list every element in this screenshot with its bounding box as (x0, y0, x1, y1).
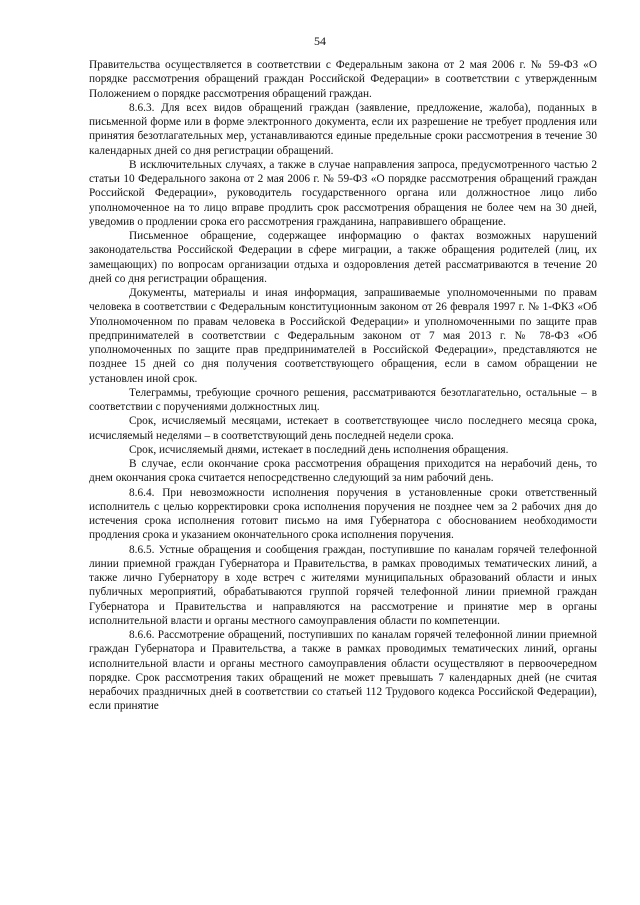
paragraph-continuation: Правительства осуществляется в соответствии с Федеральным закона от 2 мая 2006 г. № 59-ФЗ «О порядке рассмотрения обращений граждан Российской Федерации» в соответствии с утвержденным Положением о порядке рассмотрения обращений граждан. (89, 59, 597, 100)
paragraph-term-months: Срок, исчисляемый месяцами, истекает в соответствующее число последнего месяца срока, исчисляемый неделями – в соответствующий день последней недели срока. (89, 415, 597, 442)
paragraph-term-days: Срок, исчисляемый днями, истекает в последний день исполнения обращения. (129, 443, 509, 456)
document-body (89, 58, 597, 714)
paragraph-ombudsman-requests: Документы, материалы и иная информация, запрашиваемые уполномоченными по правам человека в соответствии с Федеральным конституционным законом от 26 февраля 1997 г. № 1-ФКЗ «Об Уполномоченном по правам человека в Российской Федерации» и уполномоченными по защите прав предпринимателей в соответствии с Федеральным законом от 7 мая 2013 г. № 78-ФЗ «Об уполномоченных по защите прав предпринимателей в Российской Федерации», представляются не позднее 15 дней со дня получения соответствующего обращения, если в самом обращении не установлен иной срок. (89, 287, 597, 385)
paragraph-telegrams: Телеграммы, требующие срочного решения, рассматриваются безотлагательно, остальные – в соответствии с поручениями должностных лиц. (89, 386, 597, 413)
paragraph-8-6-6: 8.6.6. Рассмотрение обращений, поступивших по каналам горячей телефонной линии приемной граждан Губернатора и Правительства, а также в рамках проводимых тематических линий, органы исполнительной власти и органы местного самоуправления области осуществляют в первоочередном порядке. Срок рассмотрения таких обращений не может превышать 7 календарных дней (не считая нерабочих праздничных дней в соответствии со статьей 112 Трудового кодекса Российской Федерации), если принятие (89, 629, 597, 713)
paragraph-8-6-3: 8.6.3. Для всех видов обращений граждан (заявление, предложение, жалоба), поданных в письменной форме или в форме электронного документа, если их разрешение не требует продления или принятия безотлагательных мер, устанавливаются единые предельные сроки рассмотрения в течение 30 календарных дней со дня регистрации обращений. (89, 101, 597, 157)
page-number: 54 (314, 34, 326, 48)
paragraph-8-6-4: 8.6.4. При невозможности исполнения поручения в установленные сроки ответственный исполнитель с целью корректировки срока исполнения поручения не позднее чем за 2 рабочих дня до истечения срока исполнения готовит письмо на имя Губернатора с обоснованием необходимости продления срока и указанием окончательного срока исполнения поручения. (89, 486, 597, 542)
paragraph-exceptional-cases: В исключительных случаях, а также в случае направления запроса, предусмотренного частью 2 статьи 10 Федерального закона от 2 мая 2006 г. № 59-ФЗ «О порядке рассмотрения обращений граждан Российской Федерации», руководитель государственного органа или должностное лицо либо уполномоченное на то лицо вправе продлить срок рассмотрения обращения не более чем на 30 дней, уведомив о продлении срока его рассмотрения гражданина, направившего обращение. (89, 158, 597, 228)
paragraph-8-6-5: 8.6.5. Устные обращения и сообщения граждан, поступившие по каналам горячей телефонной линии приемной граждан Губернатора и Правительства, в рамках проводимых тематических линий, а также лично Губернатору в ходе встреч с жителями муниципальных образований области и иных публичных мероприятий, обрабатываются группой горячей телефонной линии приемной граждан Губернатора и Правительства и направляются на рассмотрение и принятие мер в органы исполнительной власти и органы местного самоуправления области по компетенции. (89, 543, 597, 627)
paragraph-migration-appeals: Письменное обращение, содержащее информацию о фактах возможных нарушений законодательства Российской Федерации в сфере миграции, а также обращения родителей (лиц, их замещающих) по вопросам организации отдыха и оздоровления детей рассматриваются в течение 20 дней со дня регистрации обращения. (89, 230, 597, 285)
paragraph-non-working-day: В случае, если окончание срока рассмотрения обращения приходится на нерабочий день, то днем окончания срока считается непосредственно следующий за ним рабочий день. (89, 458, 597, 485)
